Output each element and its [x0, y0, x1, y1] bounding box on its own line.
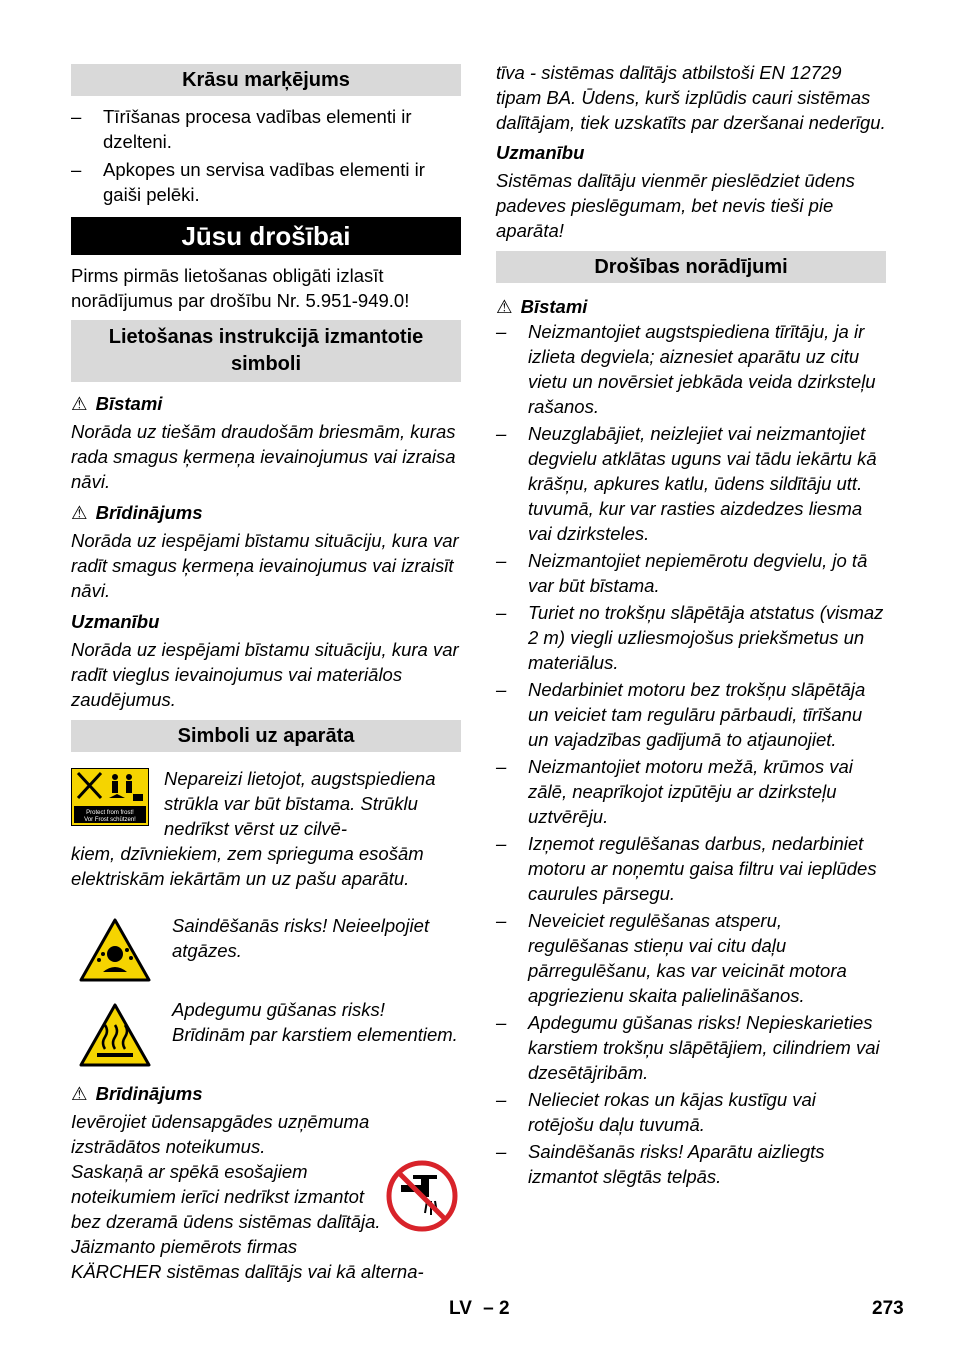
list-item-text: Nedarbiniet motoru bez trokšņu slāpētāja un veiciet tam regulāru pārbaudi, tīrīšanu un vajadzības gadījumā to atjaunojiet.: [528, 679, 866, 750]
warning2-text2-top: Saskaņā ar spēkā esošajiem noteikumiem ierīci nedrīkst izmantot bez dzeramā ūdens sistēmas dalītāja. Jāizmanto piemērots firmas: [71, 1161, 381, 1257]
list-item-text: Nelieciet rokas un kājas kustīgu vai rotējošu daļu tuvumā.: [528, 1089, 816, 1135]
language-code: LV: [449, 1298, 472, 1319]
safety-instructions-list: [496, 319, 886, 1189]
no-drinking-water-icon: [385, 1159, 459, 1233]
high-pressure-jet-sticker: [71, 768, 149, 826]
list-item-text: Izņemot regulēšanas darbus, nedarbiniet motoru ar noņemtu gaisa filtru vai ieplūdes caurules pārsegu.: [528, 833, 877, 904]
page-number: 273: [872, 1298, 904, 1319]
warning2-heading: [71, 1081, 461, 1106]
list-item: [496, 1010, 886, 1085]
list-item-text: Saindēšanās risks! Aparātu aizliegts izmantot slēgtās telpās.: [528, 1141, 825, 1187]
dash-glyph: –: [496, 321, 507, 342]
sticker-text-1: Protect from frost!: [86, 810, 134, 816]
caution-text: Norāda uz iespējami bīstamu situāciju, kura var radīt vieglus ievainojumus vai materiālos zaudējumus.: [71, 639, 459, 710]
burn-text: Apdegumu gūšanas risks! Brīdinām par karstiem elementiem.: [172, 999, 458, 1045]
list-item: [496, 908, 886, 1008]
list-item: [71, 104, 461, 154]
danger-text: Norāda uz tiešām draudošām briesmām, kuras rada smagus ķermeņa ievainojumus vai izraisa nāvi.: [71, 421, 456, 492]
list-item: [496, 754, 886, 829]
poison-text: Saindēšanās risks! Neieelpojiet atgāzes.: [172, 915, 430, 961]
danger-label: Bīstami: [95, 393, 163, 414]
dash-glyph: –: [496, 833, 507, 854]
danger-heading: [71, 391, 461, 416]
dash-glyph: –: [496, 1012, 507, 1033]
list-item: [496, 677, 886, 752]
list-item: [496, 831, 886, 906]
dash-glyph: –: [496, 602, 507, 623]
warning-text: Norāda uz iespējami bīstamu situāciju, kura var radīt smagus ķermeņa ievainojumus vai izraisīt nāvi.: [71, 530, 459, 601]
list-item-text: Neizmantojiet augstspiediena tīrītāju, ja ir izlieta degviela; aiznesiet aparātu uz citu vietu un novērsiet jebkāda veida dzirksteļu rašanos.: [528, 321, 876, 417]
section-page: – 2: [483, 1298, 510, 1319]
list-item: [496, 1087, 886, 1137]
dash-glyph: –: [496, 756, 507, 777]
list-item-text: Neveiciet regulēšanas atsperu, regulēšanas stieņu vai citu daļu pārregulēšanu, kas var veicināt motora apgriezienu skaita palielināšanos.: [528, 910, 847, 1006]
continued-text: tīva - sistēmas dalītājs atbilstoši EN 12729 tipam BA. Ūdens, kurš izplūdis cauri sistēmas dalītājam, tiek uzskatīts par dzeršanai nederīgu.: [496, 62, 886, 133]
list-item: [496, 421, 886, 546]
warning-heading: [71, 500, 461, 525]
caution-text: Sistēmas dalītāju vienmēr pieslēdziet ūdens padeves pieslēgumam, bet nevis tieši pie aparāta!: [496, 170, 855, 241]
warning-label: Brīdinājums: [95, 502, 203, 523]
list-item: [496, 319, 886, 419]
danger-heading: [496, 294, 886, 319]
list-item: [496, 600, 886, 675]
poison-warning-block: [71, 913, 461, 985]
dash-glyph: –: [496, 423, 507, 444]
list-item-text: Apkopes un servisa vadības elementi ir gaiši pelēki.: [103, 159, 425, 205]
list-item: [496, 548, 886, 598]
dash-glyph: –: [71, 159, 82, 180]
safety-intro: Pirms pirmās lietošanas obligāti izlasīt norādījumus par drošību Nr. 5.951-949.0!: [71, 265, 410, 311]
dash-glyph: –: [496, 1141, 507, 1162]
left-column: [71, 60, 461, 1284]
warning-triangle-icon: ⚠: [71, 1083, 88, 1104]
hot-surface-warning-icon: [79, 1003, 151, 1067]
list-item-text: Apdegumu gūšanas risks! Nepieskarieties karstiem trokšņu slāpētājiem, cilindriem vai dzesētājribām.: [528, 1012, 880, 1083]
list-item-text: Turiet no trokšņu slāpētāja atstatus (vismaz 2 m) viegli uzliesmojošus priekšmetus un materiālus.: [528, 602, 884, 673]
drinking-water-block: [71, 1159, 461, 1284]
warning-triangle-icon: ⚠: [496, 296, 513, 317]
sticker-text-2: Vor Frost schützen!: [84, 817, 136, 823]
symbols-heading: Lietošanas instrukcijā izmantotie simboli: [71, 320, 461, 382]
dash-glyph: –: [496, 679, 507, 700]
jet-warning-text-rest: kiem, dzīvniekiem, zem sprieguma esošām elektriskām iekārtām un uz pašu aparātu.: [71, 843, 424, 889]
list-item-text: Neuzglabājiet, neizlejiet vai neizmantojiet degvielu atklātas uguns vai tādu iekārtu kā krāšņu, apkures katlu, ūdens sildītāju utt. tuvumā, kur var rasties aizdedzes liesma vai dzirksteles.: [528, 423, 877, 544]
dash-glyph: –: [71, 106, 82, 127]
warning2-text1: Ievērojiet ūdensapgādes uzņēmuma izstrādātos noteikumus.: [71, 1111, 370, 1157]
list-item: [71, 157, 461, 207]
device-symbols-heading: Simboli uz aparāta: [71, 720, 461, 752]
high-pressure-jet-icon: [71, 768, 149, 826]
jet-warning-text-top: Nepareizi lietojot, augstspiediena strūkla var būt bīstama. Strūklu nedrīkst vērst uz cilvē-: [164, 768, 436, 839]
warning2-label: Brīdinājums: [95, 1083, 203, 1104]
color-marking-list: [71, 104, 461, 207]
caution-heading: Uzmanību: [71, 611, 160, 632]
jet-warning-block: [71, 766, 461, 891]
burn-warning-block: [71, 997, 461, 1075]
list-item-text: Neizmantojiet motoru mežā, krūmos vai zālē, neaprīkojot izpūtēju ar dzirksteļu uztvērēju.: [528, 756, 853, 827]
dash-glyph: –: [496, 550, 507, 571]
dash-glyph: –: [496, 1089, 507, 1110]
right-column: [496, 60, 886, 1189]
safety-title: Jūsu drošībai: [71, 217, 461, 255]
danger-label: Bīstami: [520, 296, 588, 317]
safety-instructions-heading: Drošības norādījumi: [496, 251, 886, 283]
dash-glyph: –: [496, 910, 507, 931]
toxic-fumes-warning-icon: [79, 918, 151, 982]
list-item: [496, 1139, 886, 1189]
page-footer-label: [449, 1298, 510, 1320]
color-marking-heading: Krāsu marķējums: [71, 64, 461, 96]
warning-triangle-icon: ⚠: [71, 502, 88, 523]
warning-triangle-icon: ⚠: [71, 393, 88, 414]
caution-heading: Uzmanību: [496, 142, 585, 163]
list-item-text: Tīrīšanas procesa vadības elementi ir dzelteni.: [103, 106, 412, 152]
warning2-text2-bottom: KÄRCHER sistēmas dalītājs vai kā alterna-: [71, 1261, 424, 1282]
list-item-text: Neizmantojiet nepiemērotu degvielu, jo tā var būt bīstama.: [528, 550, 868, 596]
